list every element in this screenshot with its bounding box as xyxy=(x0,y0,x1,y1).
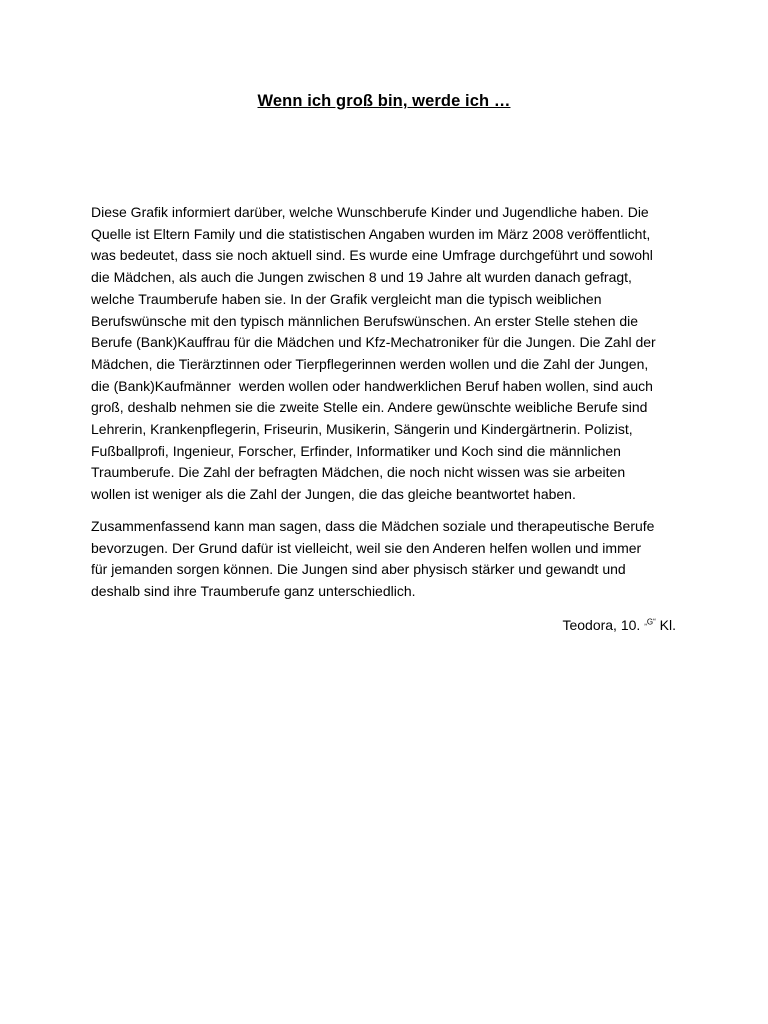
text-line: Mädchen, die Tierärztinnen oder Tierpflegerinnen werden wollen und die Zahl der Jungen, xyxy=(91,355,649,372)
text-line: Lehrerin, Krankenpflegerin, Friseurin, Musikerin, Sängerin und Kindergärtnerin. Polizist, xyxy=(91,421,633,438)
text-line: Zusammenfassend kann man sagen, dass die Mädchen soziale und therapeutische Berufe xyxy=(91,517,655,534)
text-line: Fußballprofi, Ingenieur, Forscher, Erfinder, Informatiker und Koch sind die männlichen xyxy=(91,442,621,459)
signature-suffix: Kl. xyxy=(655,617,676,633)
text-line: die Mädchen, als auch die Jungen zwischen 8 und 19 Jahre alt wurden danach gefragt, xyxy=(91,269,632,286)
text-line: groß, deshalb nehmen sie die zweite Stelle ein. Andere gewünschte weibliche Berufe sind xyxy=(91,399,648,416)
text-line: bevorzugen. Der Grund dafür ist vielleicht, weil sie den Anderen helfen wollen und immer xyxy=(91,539,642,556)
signature-class-letter: „G“ xyxy=(644,617,656,627)
signature-name: Teodora, 10. xyxy=(562,617,645,633)
text-line: Traumberufe. Die Zahl der befragten Mädchen, die noch nicht wissen was sie arbeiten xyxy=(91,464,626,481)
author-signature xyxy=(562,617,676,633)
text-line: für jemanden sorgen können. Die Jungen sind aber physisch stärker und gewandt und xyxy=(91,561,626,578)
text-line: Berufswünsche mit den typisch männlichen Berufswünschen. An erster Stelle stehen die xyxy=(91,312,639,329)
text-line: Diese Grafik informiert darüber, welche Wunschberufe Kinder und Jugendliche haben. Die xyxy=(91,204,649,220)
text-line: welche Traumberufe haben sie. In der Grafik vergleicht man die typisch weiblichen xyxy=(91,290,602,307)
text-line: deshalb sind ihre Traumberufe ganz unterschiedlich. xyxy=(91,582,416,599)
paragraph-2 xyxy=(91,516,681,603)
text-line: wollen ist weniger als die Zahl der Jungen, die das gleiche beantwortet haben. xyxy=(91,486,576,503)
document-body xyxy=(91,202,681,603)
text-line: die (Bank)Kaufmänner werden wollen oder handwerklichen Beruf haben wollen, sind auch xyxy=(91,377,653,394)
text-line: Berufe (Bank)Kauffrau für die Mädchen und Kfz-Mechatroniker für die Jungen. Die Zahl der xyxy=(91,334,656,351)
paragraph-1 xyxy=(91,202,681,506)
document-title: Wenn ich groß bin, werde ich … xyxy=(257,92,511,110)
text-line: Quelle ist Eltern Family und die statistischen Angaben wurden im März 2008 veröffentlicht, xyxy=(91,225,651,242)
text-line: was bedeutet, dass sie noch aktuell sind. Es wurde eine Umfrage durchgeführt und sowohl xyxy=(91,247,653,264)
